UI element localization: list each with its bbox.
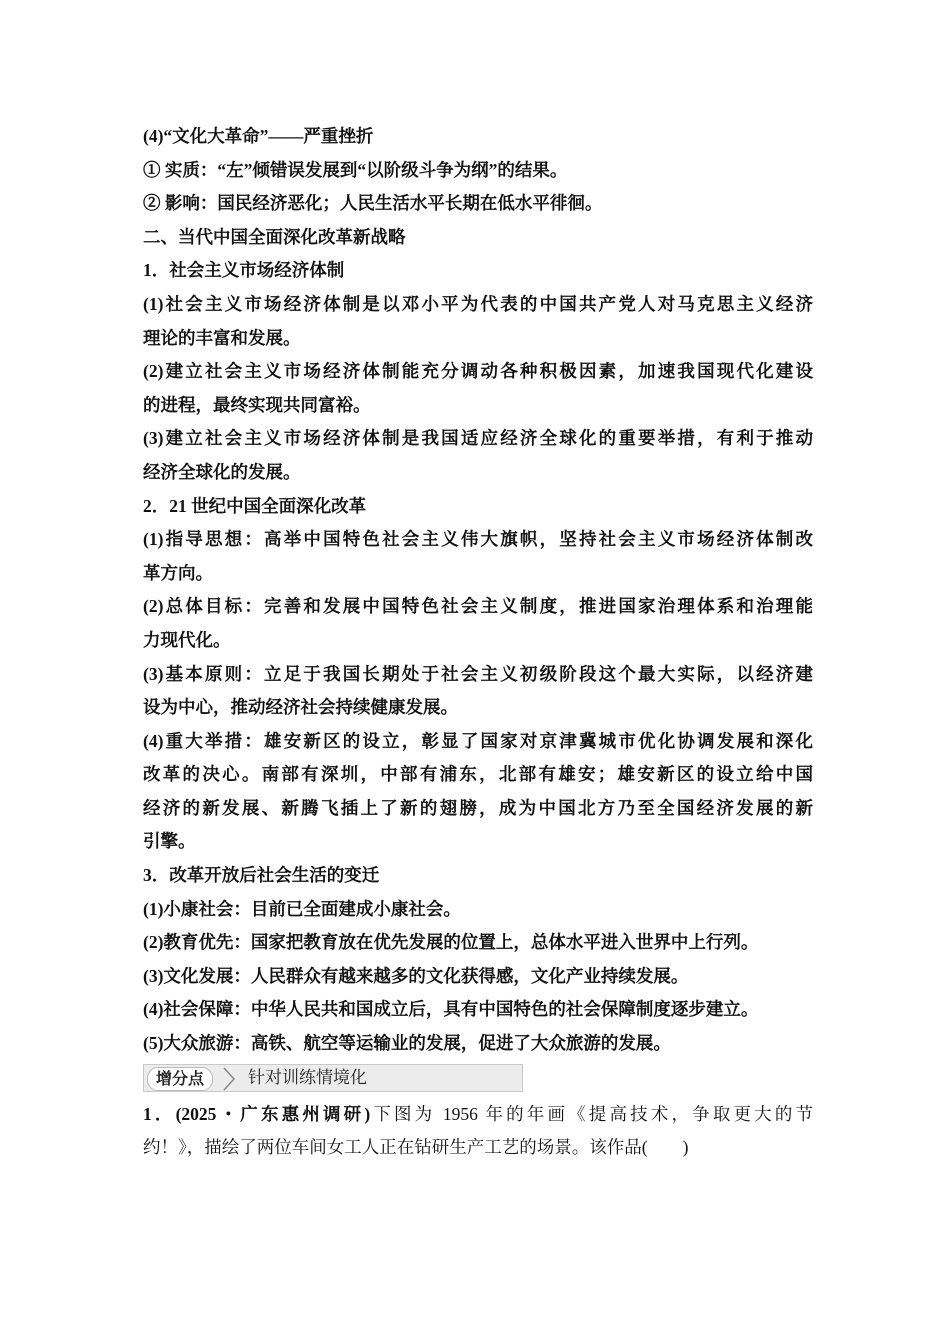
subsection-heading: 2．21 世纪中国全面深化改革 xyxy=(143,495,367,516)
paragraph-line: (3)基本原则：立足于我国长期处于社会主义初级阶段这个最大实际，以经济建 xyxy=(143,663,813,684)
paragraph-line: ① 实质：“左”倾错误发展到“以阶级斗争为纲”的结果。 xyxy=(143,159,568,180)
paragraph-line: (4)社会保障：中华人民共和国成立后，具有中国特色的社会保障制度逐步建立。 xyxy=(143,999,759,1020)
section-bar-title: 针对训练情境化 xyxy=(248,1067,367,1088)
subsection-heading: 3．改革开放后社会生活的变迁 xyxy=(143,865,380,886)
paragraph-line: (1)指导思想：高举中国特色社会主义伟大旗帜，坚持社会主义市场经济体制改 xyxy=(143,529,813,550)
paragraph-line: (1)小康社会：目前已全面建成小康社会。 xyxy=(143,898,461,919)
section-tag: 增分点 xyxy=(147,1067,213,1091)
question-number: 1． xyxy=(143,1103,176,1124)
question-text: 下图为 1956 年的年画《提高技术，争取更大的节 xyxy=(370,1103,814,1124)
paragraph-line: (1)社会主义市场经济体制是以邓小平为代表的中国共产党人对马克思主义经济 xyxy=(143,293,813,314)
paragraph-line: (5)大众旅游：高铁、航空等运输业的发展，促进了大众旅游的发展。 xyxy=(143,1033,671,1054)
paragraph-line: 的进程，最终实现共同富裕。 xyxy=(143,394,371,415)
question-line: 约！》，描绘了两位车间女工人正在钻研生产工艺的场景。该作品( ) xyxy=(143,1137,689,1158)
paragraph-line: (3)建立社会主义市场经济体制是我国适应经济全球化的重要举措，有利于推动 xyxy=(143,428,813,449)
subsection-heading: 1．社会主义市场经济体制 xyxy=(143,260,345,281)
paragraph-line: (2)建立社会主义市场经济体制能充分调动各种积极因素，加速我国现代化建设 xyxy=(143,361,813,382)
paragraph-line: (2)总体目标：完善和发展中国特色社会主义制度，推进国家治理体系和治理能 xyxy=(143,596,813,617)
paragraph-line: 力现代化。 xyxy=(143,629,231,650)
paragraph-line: 经济的新发展、新腾飞插上了新的翅膀，成为中国北方乃至全国经济发展的新 xyxy=(143,797,813,818)
question-line xyxy=(143,1098,813,1132)
paragraph-line: ② 影响：国民经济恶化；人民生活水平长期在低水平徘徊。 xyxy=(143,193,603,214)
document-page xyxy=(143,120,813,1165)
paragraph-line: (3)文化发展：人民群众有越来越多的文化获得感，文化产业持续发展。 xyxy=(143,965,689,986)
paragraph-line: 引擎。 xyxy=(143,831,196,852)
paragraph-line: (2)教育优先：国家把教育放在优先发展的位置上，总体水平进入世界中上行列。 xyxy=(143,932,759,953)
paragraph-line: 经济全球化的发展。 xyxy=(143,461,301,482)
question-source: (2025・广东惠州调研) xyxy=(175,1103,371,1124)
section-heading: (4)“文化大革命”——严重挫折 xyxy=(143,126,374,146)
paragraph-line: (4)重大举措：雄安新区的设立，彰显了国家对京津冀城市优化协调发展和深化 xyxy=(143,730,813,751)
paragraph-line: 改革的决心。南部有深圳，中部有浦东，北部有雄安；雄安新区的设立给中国 xyxy=(143,764,813,785)
paragraph-line: 理论的丰富和发展。 xyxy=(143,327,301,348)
practice-section-bar xyxy=(143,1064,523,1092)
paragraph-line: 设为中心，推动经济社会持续健康发展。 xyxy=(143,697,458,718)
paragraph-line: 革方向。 xyxy=(143,562,213,583)
chevron-right-icon xyxy=(222,1067,236,1091)
chapter-heading: 二、当代中国全面深化改革新战略 xyxy=(143,226,406,247)
